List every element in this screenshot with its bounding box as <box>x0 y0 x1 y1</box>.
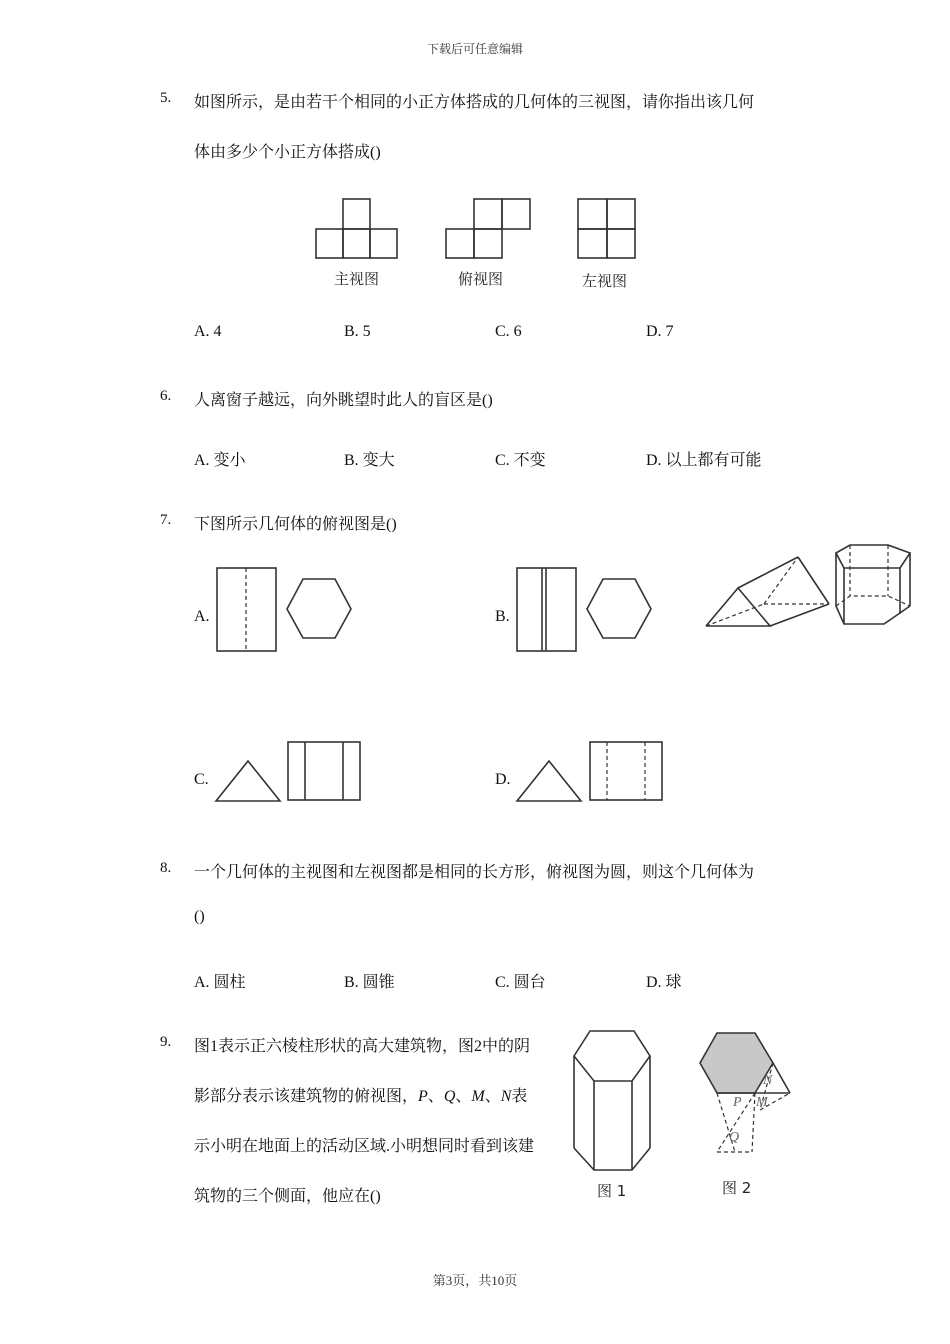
var-q: Q <box>443 1088 456 1105</box>
question-number: 6. <box>160 388 172 404</box>
option-b: B. <box>495 608 510 625</box>
text-segment: 影部分表示该建筑物的俯视图， <box>194 1088 419 1105</box>
question-number: 8. <box>160 860 172 876</box>
option-c: C. 6 <box>495 323 522 340</box>
figure-1-label: 图 1 <box>597 1182 627 1200</box>
question-text: 人离窗子越远，向外眺望时此人的盲区是() <box>194 392 493 409</box>
option-b: B. 变大 <box>344 452 395 469</box>
question-number: 9. <box>160 1034 172 1050</box>
question-text: 图1表示正六棱柱形状的高大建筑物，图2中的阴 <box>194 1038 531 1055</box>
region-label-p: P <box>733 1095 742 1110</box>
option-d: D. 7 <box>646 323 674 340</box>
option-a: A. 圆柱 <box>194 974 246 991</box>
page-header: 下载后可任意编辑 <box>426 42 523 56</box>
option-c: C. 圆台 <box>495 974 546 991</box>
option-a: A. <box>194 608 210 625</box>
question-number: 5. <box>160 90 172 106</box>
view-label-front: 主视图 <box>334 270 380 288</box>
figure-2-label: 图 2 <box>722 1179 752 1197</box>
text-segment: 表 <box>511 1088 528 1105</box>
region-label-n: N <box>763 1073 773 1088</box>
separator: 、 <box>427 1088 444 1105</box>
separator: 、 <box>484 1088 501 1105</box>
option-b: B. 圆锥 <box>344 974 395 991</box>
question-number: 7. <box>160 512 172 528</box>
region-label-m: M <box>756 1095 768 1110</box>
var-n: N <box>500 1088 512 1105</box>
option-c: C. <box>194 771 209 788</box>
option-b: B. 5 <box>344 323 371 340</box>
option-c: C. 不变 <box>495 452 546 469</box>
question-text: 下图所示几何体的俯视图是() <box>194 516 397 533</box>
question-text: 体由多少个小正方体搭成() <box>194 144 381 161</box>
var-m: M <box>471 1088 485 1105</box>
option-d: D. 以上都有可能 <box>646 452 762 469</box>
option-d: D. <box>495 771 511 788</box>
option-a: A. 变小 <box>194 452 246 469</box>
question-text: 如图所示，是由若干个相同的小正方体搭成的几何体的三视图，请你指出该几何 <box>194 94 755 111</box>
question-text: 筑物的三个侧面，他应在() <box>194 1188 381 1205</box>
question-text: 示小明在地面上的活动区域.小明想同时看到该建 <box>194 1138 535 1155</box>
question-text: () <box>194 908 205 925</box>
region-label-q: Q <box>729 1130 740 1145</box>
view-label-left: 左视图 <box>582 272 628 290</box>
separator: 、 <box>455 1088 472 1105</box>
question-text: 一个几何体的主视图和左视图都是相同的长方形，俯视图为圆，则这个几何体为 <box>194 864 755 881</box>
option-d: D. 球 <box>646 974 682 991</box>
page-footer: 第3页，共10页 <box>432 1273 518 1288</box>
view-label-top: 俯视图 <box>458 270 504 288</box>
var-p: P <box>418 1088 428 1105</box>
option-a: A. 4 <box>194 323 222 340</box>
